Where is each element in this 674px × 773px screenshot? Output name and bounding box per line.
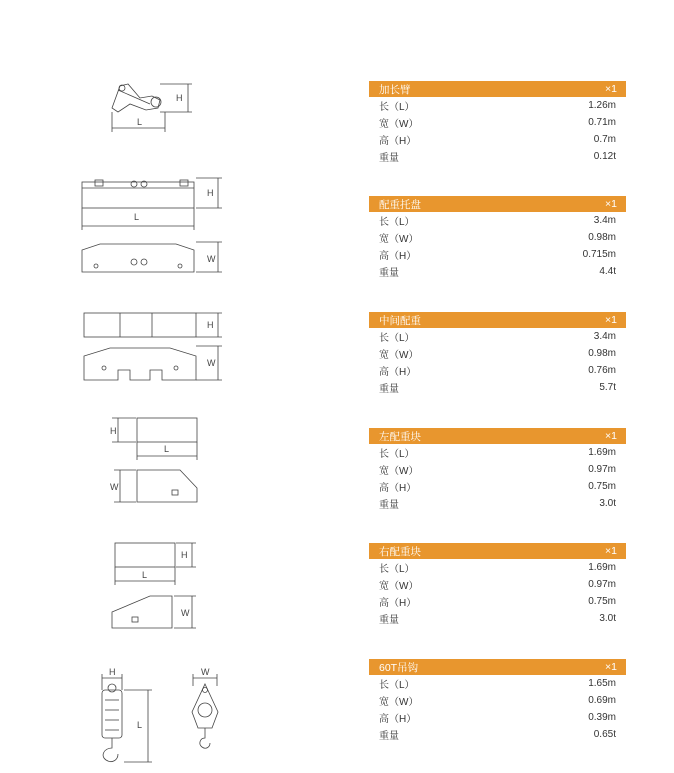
spec-row <box>369 726 626 743</box>
spec-row <box>369 212 626 229</box>
spec-value: 0.98m <box>588 348 616 359</box>
item-quantity: ×1 <box>605 430 617 442</box>
dim-label-H: H <box>181 550 188 560</box>
spec-value: 3.0t <box>599 613 616 624</box>
spec-value: 3.4m <box>593 215 616 226</box>
spec-value: 1.69m <box>588 562 616 573</box>
spec-row <box>369 576 626 593</box>
spec-value: 1.26m <box>588 100 616 111</box>
dim-label-L: L <box>137 117 143 127</box>
spec-table-60t-hook <box>369 659 626 743</box>
spec-header <box>369 543 626 559</box>
spec-header <box>369 196 626 212</box>
spec-label: 重量 <box>379 384 399 395</box>
spec-row <box>369 610 626 627</box>
item-quantity: ×1 <box>605 198 617 210</box>
spec-value: 4.4t <box>599 266 616 277</box>
spec-header <box>369 428 626 444</box>
dim-label-H: H <box>207 188 214 198</box>
spec-label: 宽（W） <box>379 119 419 130</box>
spec-label: 宽（W） <box>379 581 419 592</box>
dim-label-H: H <box>110 426 117 436</box>
dim-label-W: W <box>201 667 210 677</box>
item-quantity: ×1 <box>605 545 617 557</box>
spec-label: 长（L） <box>379 449 415 460</box>
spec-label: 长（L） <box>379 217 415 228</box>
spec-table-counterweight-tray <box>369 196 626 280</box>
dim-label-L: L <box>134 212 140 222</box>
spec-value: 0.39m <box>588 712 616 723</box>
item-name: 右配重块 <box>379 545 421 558</box>
spec-row <box>369 461 626 478</box>
spec-label: 高（H） <box>379 251 417 262</box>
spec-value: 0.75m <box>588 481 616 492</box>
spec-label: 高（H） <box>379 714 417 725</box>
dim-label-H: H <box>207 320 214 330</box>
left-counterweight-drawing <box>110 418 197 502</box>
spec-row <box>369 229 626 246</box>
spec-label: 宽（W） <box>379 350 419 361</box>
spec-value: 0.65t <box>593 729 616 740</box>
spec-value: 3.0t <box>599 498 616 509</box>
spec-row <box>369 709 626 726</box>
right-counterweight-drawing <box>112 543 196 628</box>
spec-label: 高（H） <box>379 483 417 494</box>
spec-value: 1.69m <box>588 447 616 458</box>
spec-value: 1.65m <box>588 678 616 689</box>
dim-label-W: W <box>181 608 190 618</box>
spec-value: 0.75m <box>588 596 616 607</box>
spec-table-middle-counterweight <box>369 312 626 396</box>
spec-row <box>369 379 626 396</box>
counterweight-tray-drawing <box>82 178 222 272</box>
spec-row <box>369 97 626 114</box>
spec-label: 重量 <box>379 731 399 742</box>
spec-label: 宽（W） <box>379 697 419 708</box>
item-quantity: ×1 <box>605 314 617 326</box>
item-name: 配重托盘 <box>379 198 421 211</box>
spec-row <box>369 131 626 148</box>
spec-label: 重量 <box>379 615 399 626</box>
dim-label-L: L <box>137 720 143 730</box>
spec-row <box>369 345 626 362</box>
spec-row <box>369 675 626 692</box>
spec-row <box>369 444 626 461</box>
spec-value: 0.715m <box>582 249 616 260</box>
spec-value: 0.71m <box>588 117 616 128</box>
spec-label: 重量 <box>379 153 399 164</box>
spec-value: 0.76m <box>588 365 616 376</box>
middle-counterweight-drawing <box>84 313 222 380</box>
dim-label-L: L <box>142 570 148 580</box>
item-name: 左配重块 <box>379 430 421 443</box>
item-name: 加长臂 <box>379 83 411 96</box>
item-name: 60T吊钩 <box>379 661 419 674</box>
spec-row <box>369 114 626 131</box>
spec-row <box>369 593 626 610</box>
spec-row <box>369 148 626 165</box>
spec-header <box>369 81 626 97</box>
spec-row <box>369 362 626 379</box>
spec-label: 长（L） <box>379 680 415 691</box>
dim-label-H: H <box>109 667 116 677</box>
spec-header <box>369 312 626 328</box>
spec-row <box>369 263 626 280</box>
spec-value: 5.7t <box>599 382 616 393</box>
spec-row <box>369 559 626 576</box>
spec-label: 宽（W） <box>379 234 419 245</box>
extension-arm-drawing <box>112 84 192 132</box>
hook-drawing <box>102 667 218 762</box>
spec-row <box>369 478 626 495</box>
spec-label: 宽（W） <box>379 466 419 477</box>
spec-value: 0.97m <box>588 464 616 475</box>
spec-row <box>369 328 626 345</box>
spec-label: 重量 <box>379 500 399 511</box>
spec-label: 高（H） <box>379 136 417 147</box>
spec-row <box>369 495 626 512</box>
spec-row <box>369 692 626 709</box>
item-quantity: ×1 <box>605 661 617 673</box>
spec-label: 高（H） <box>379 598 417 609</box>
spec-table-extension-arm <box>369 81 626 165</box>
spec-label: 长（L） <box>379 333 415 344</box>
spec-value: 0.98m <box>588 232 616 243</box>
spec-value: 0.12t <box>593 151 616 162</box>
item-quantity: ×1 <box>605 83 617 95</box>
spec-value: 0.69m <box>588 695 616 706</box>
spec-label: 长（L） <box>379 102 415 113</box>
spec-label: 高（H） <box>379 367 417 378</box>
item-name: 中间配重 <box>379 314 421 327</box>
spec-label: 长（L） <box>379 564 415 575</box>
dim-label-W: W <box>207 358 216 368</box>
spec-row <box>369 246 626 263</box>
spec-value: 0.97m <box>588 579 616 590</box>
dim-label-H: H <box>176 93 183 103</box>
spec-value: 0.7m <box>593 134 616 145</box>
dim-label-L: L <box>164 444 170 454</box>
spec-label: 重量 <box>379 268 399 279</box>
spec-header <box>369 659 626 675</box>
dim-label-W: W <box>110 482 119 492</box>
spec-table-left-counterweight <box>369 428 626 512</box>
spec-table-right-counterweight <box>369 543 626 627</box>
dim-label-W: W <box>207 254 216 264</box>
spec-value: 3.4m <box>593 331 616 342</box>
